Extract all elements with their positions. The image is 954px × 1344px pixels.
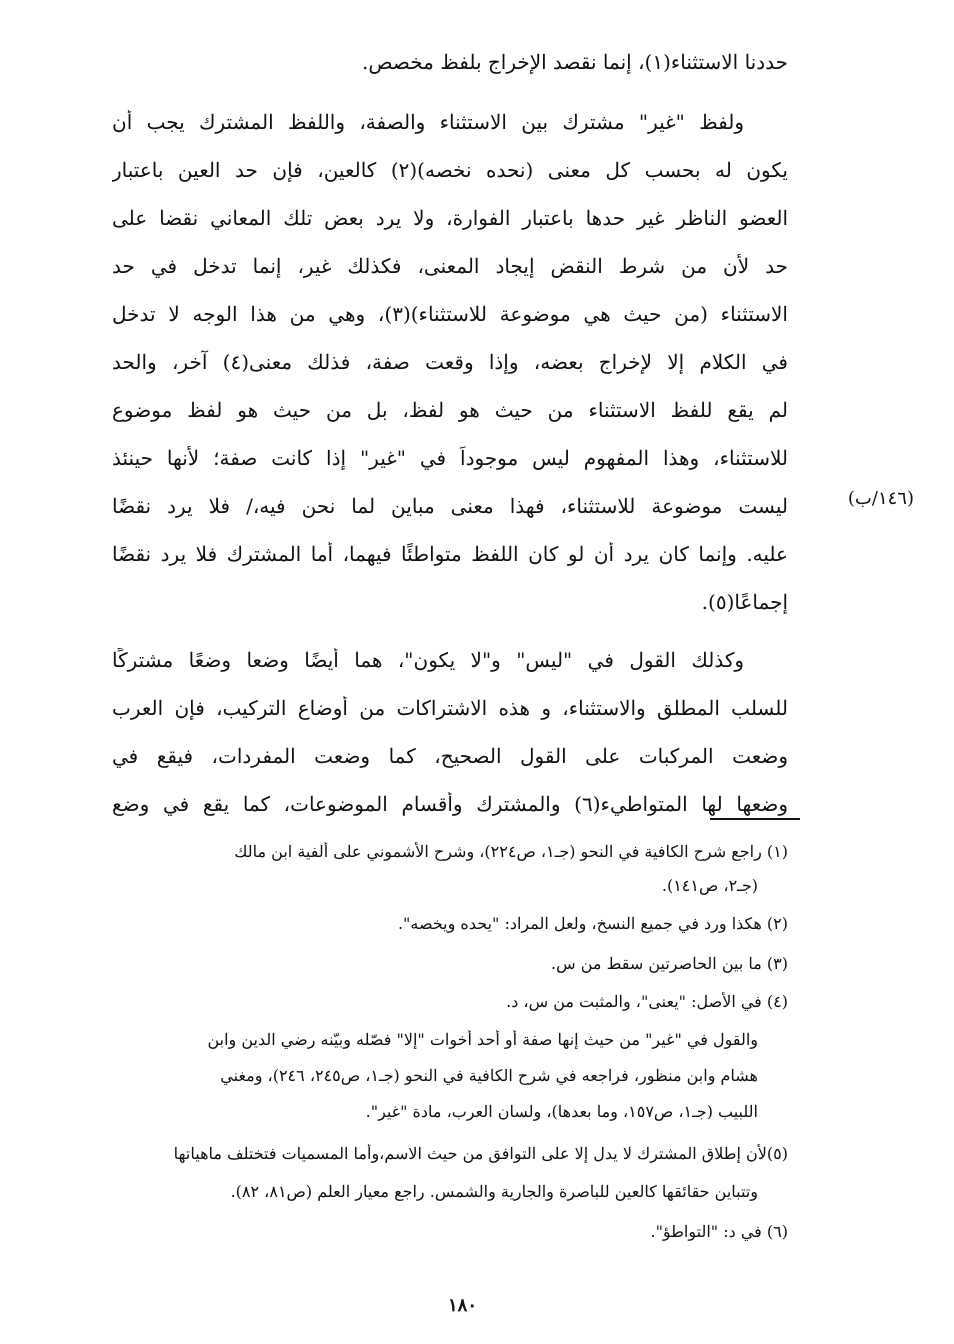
footnote-line: اللبيب (جـ١، ص١٥٧، وما بعدها)، ولسان العرب، مادة "غير". <box>365 1102 758 1121</box>
footnote-line: (٢) هكذا ورد في جميع النسخ، ولعل المراد: "يحده ويخصه". <box>397 914 788 933</box>
body-line: وكذلك القول في "ليس" و"لا يكون"، هما أيضًا وضعا وضعًا مشتركًا <box>112 648 744 672</box>
footnote-line: (جـ٢، ص١٤١). <box>661 876 758 895</box>
body-line: ليست موضوعة للاستثناء، فهذا معنى مباين لما نحن فيه،/ فلا يرد نقضًا <box>112 494 788 518</box>
footnote-line: والقول في "غير" من حيث إنها صفة أو أحد أخوات "إلا" فصّله وبيّنه رضي الدين وابن <box>207 1030 758 1049</box>
body-line: وضعت المركبات على القول الصحيح، كما وضعت المفردات، فيقع في <box>112 744 788 768</box>
page-number: ١٨٠ <box>448 1295 478 1316</box>
footnote-line: هشام وابن منظور، فراجعه في شرح الكافية في النحو (جـ١، ص٢٤٥، ٢٤٦)، ومغني <box>220 1066 758 1085</box>
body-line: ولفظ "غير" مشترك بين الاستثناء والصفة، واللفظ المشترك يجب أن <box>112 110 744 134</box>
body-line: لم يقع للفظ الاستثناء من حيث هو لفظ، بل من حيث هو لفظ موضوع <box>112 398 788 422</box>
body-line: عليه. وإنما كان يرد أن لو كان اللفظ متواطئًا فيهما، أما المشترك فلا يرد نقضًا <box>112 542 788 566</box>
body-line: الاستثناء (من حيث هي موضوعة للاستثناء)(٣)، وهي من هذا الوجه لا تدخل <box>112 302 788 326</box>
body-line: للاستثناء، وهذا المفهوم ليس موجوداً في "غير" إذا كانت صفة؛ لأنها حينئذ <box>112 446 788 470</box>
body-line: يكون له بحسب كل معنى (نحده نخصه)(٢) كالعين، فإن حد العين باعتبار <box>112 158 788 182</box>
footnote-line: (٦) في د: "التواطؤ". <box>650 1222 788 1241</box>
body-line: حد لأن من شرط النقض إيجاد المعنى، فكذلك غير، إنما تدخل في حد <box>112 254 788 278</box>
footnote-line: (١) راجع شرح الكافية في النحو (جـ١، ص٢٢٤)، وشرح الأشموني على ألفية ابن مالك <box>234 842 788 861</box>
margin-folio-note: (١٤٦/ب) <box>847 488 914 509</box>
footnote-line: (٣) ما بين الحاصرتين سقط من س. <box>551 954 788 973</box>
body-line: للسلب المطلق والاستثناء، و هذه الاشتراكات من أوضاع التركيب، فإن العرب <box>112 696 788 720</box>
body-line: إجماعًا(٥). <box>701 590 788 614</box>
footnote-line: (٥)لأن إطلاق المشترك لا يدل إلا على التوافق من حيث الاسم،وأما المسميات فتختلف ماهياتها <box>173 1144 788 1163</box>
body-line: العضو الناظر غير حدها باعتبار الفوارة، ولا يرد بعض تلك المعاني نقضا على <box>112 206 788 230</box>
body-line: في الكلام إلا لإخراج بعضه، وإذا وقعت صفة، فذلك معنى(٤) آخر، والحد <box>112 350 788 374</box>
footnote-line: (٤) في الأصل: "يعنى"، والمثبت من س، د. <box>506 992 788 1011</box>
body-line: وضعها لها المتواطيء(٦) والمشترك وأقسام الموضوعات، كما يقع في وضع <box>112 792 788 816</box>
footnote-divider <box>710 818 800 820</box>
body-line: حددنا الاستثناء(١)، إنما نقصد الإخراج بلفظ مخصص. <box>362 50 788 74</box>
footnote-line: وتتباين حقائقها كالعين للباصرة والجارية والشمس. راجع معيار العلم (ص٨١، ٨٢). <box>230 1182 758 1201</box>
